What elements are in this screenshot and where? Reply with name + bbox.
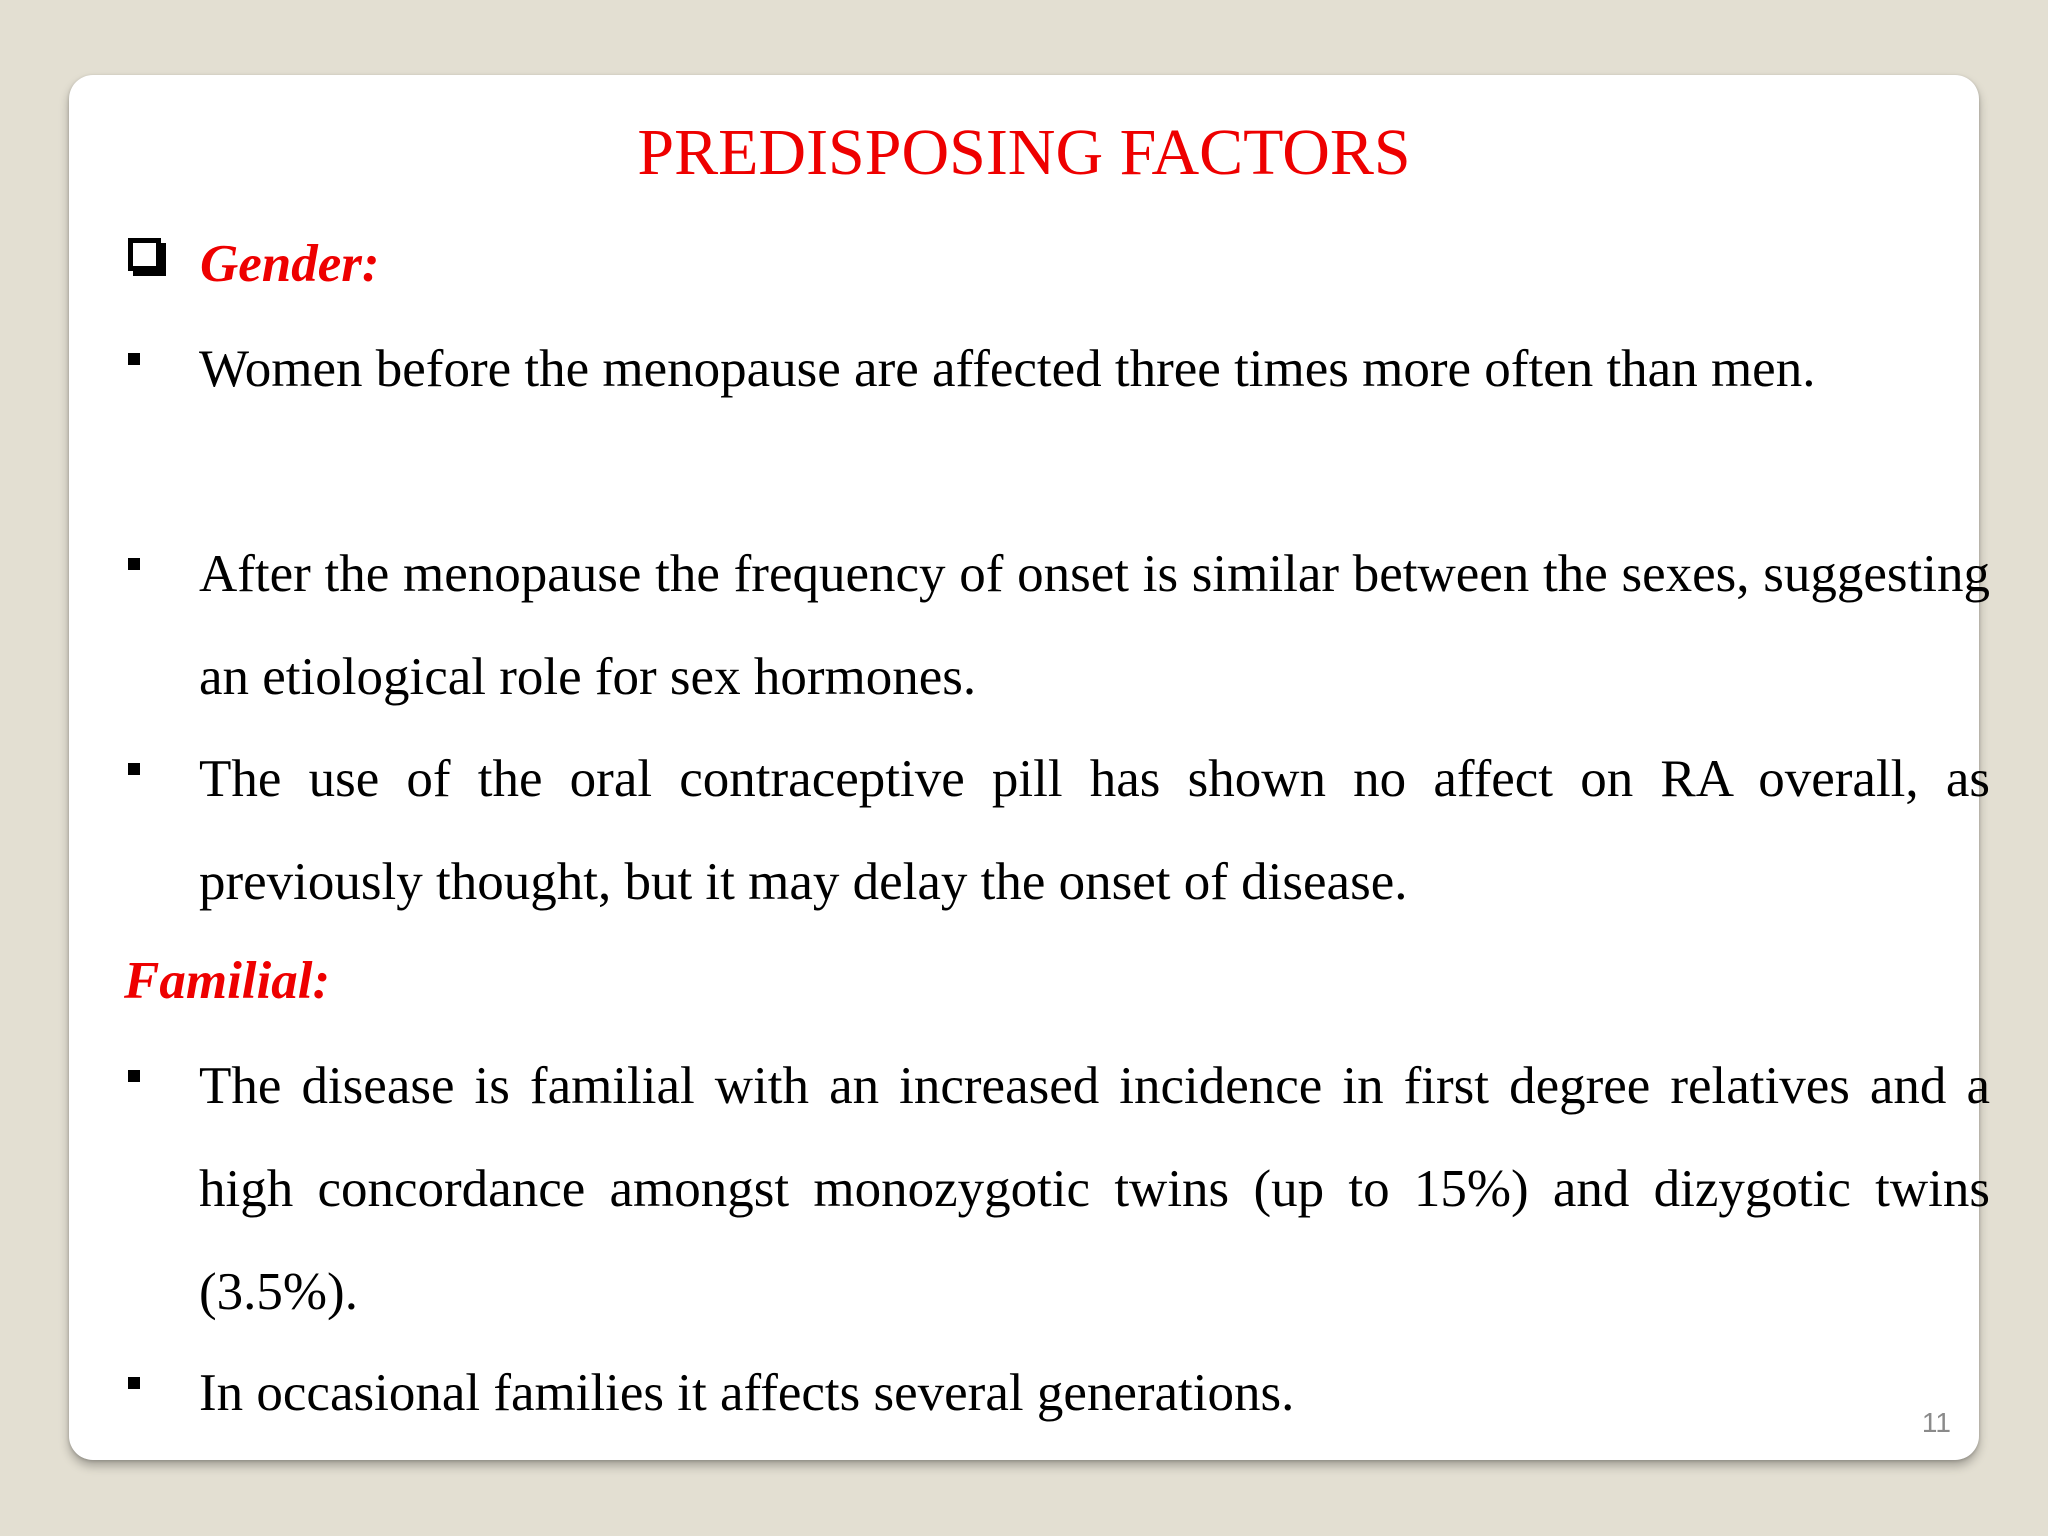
section-heading-gender: Gender: xyxy=(200,235,380,293)
section-heading-familial: Familial: xyxy=(124,952,331,1010)
square-bullet-icon xyxy=(128,353,140,365)
square-bullet-icon xyxy=(128,763,140,775)
list-item-text: Women before the menopause are affected three times more often than men. xyxy=(199,340,1816,398)
list-item xyxy=(199,1342,1990,1445)
list-item-text: The disease is familial with an increased incidence in first degree relatives and a high concordance amongst monozygotic twins (up to 15%) and dizygotic twins (3.5%). xyxy=(199,1057,1990,1321)
checkbox-icon xyxy=(128,238,161,271)
list-item xyxy=(199,318,1990,421)
square-bullet-icon xyxy=(128,1070,140,1082)
list-item xyxy=(199,523,1990,729)
list-item-text: After the menopause the frequency of onset is similar between the sexes, suggesting an etiological role for sex hormones. xyxy=(199,545,1990,706)
page-number: 11 xyxy=(1921,1407,1951,1438)
list-item xyxy=(199,728,1990,934)
list-item-text: The use of the oral contraceptive pill has shown no affect on RA overall, as previously thought, but it may delay the onset of disease. xyxy=(199,750,1990,911)
square-bullet-icon xyxy=(128,1377,140,1389)
square-bullet-icon xyxy=(128,558,140,570)
slide-title: PREDISPOSING FACTORS xyxy=(637,116,1411,189)
list-item-text: In occasional families it affects several generations. xyxy=(199,1364,1295,1422)
slide xyxy=(69,75,1990,1460)
list-item xyxy=(199,1035,1990,1344)
